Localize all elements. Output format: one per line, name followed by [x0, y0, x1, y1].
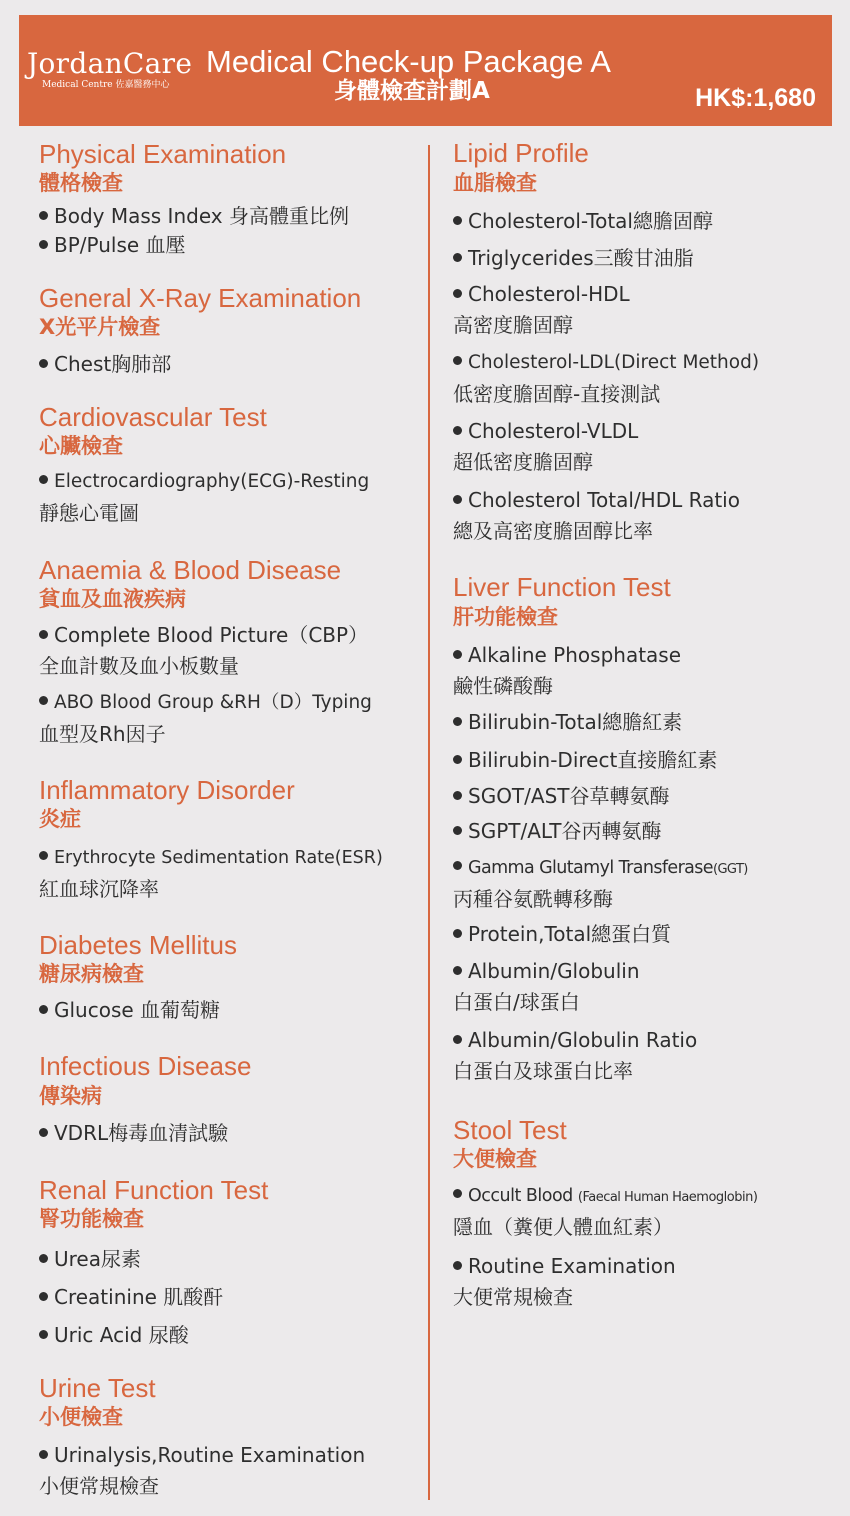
- section-title-cardio: Cardiovascular Test: [39, 402, 267, 432]
- bullet-icon: [453, 650, 462, 659]
- list-item: Creatinine 肌酸酐: [39, 1284, 223, 1310]
- list-item: Cholesterol-VLDL: [453, 418, 638, 444]
- section-title-zh-lipid: 血脂檢查: [453, 171, 537, 195]
- list-item: Uric Acid 尿酸: [39, 1322, 189, 1348]
- bullet-icon: [39, 211, 48, 220]
- list-item-zh: 靜態心電圖: [39, 501, 139, 525]
- list-item-zh: 總及高密度膽固醇比率: [453, 519, 653, 543]
- list-item: Albumin/Globulin Ratio: [453, 1027, 697, 1053]
- section-title-zh-diabetes: 糖尿病檢查: [39, 962, 144, 986]
- section-title-zh-renal: 腎功能檢查: [39, 1207, 144, 1231]
- list-item: Electrocardiography(ECG)-Resting: [39, 469, 369, 495]
- bullet-icon: [453, 861, 462, 870]
- bullet-icon: [39, 359, 48, 368]
- bullet-icon: [39, 1254, 48, 1263]
- section-title-zh-urine: 小便檢查: [39, 1405, 123, 1429]
- list-item: Chest胸肺部: [39, 351, 171, 377]
- section-title-infectious: Infectious Disease: [39, 1051, 252, 1081]
- section-title-zh-cardio: 心臟檢查: [39, 434, 123, 458]
- bullet-icon: [39, 851, 48, 860]
- section-title-liver: Liver Function Test: [453, 572, 671, 602]
- section-title-stool: Stool Test: [453, 1115, 567, 1145]
- bullet-icon: [453, 426, 462, 435]
- bullet-icon: [453, 717, 462, 726]
- list-item: Protein,Total總蛋白質: [453, 921, 671, 947]
- list-item: Urea尿素: [39, 1246, 141, 1272]
- bullet-icon: [453, 253, 462, 262]
- bullet-icon: [39, 696, 48, 705]
- jordancare-logo: [27, 49, 197, 91]
- list-item: Body Mass Index 身高體重比例: [39, 203, 349, 229]
- list-item: Bilirubin-Direct直接膽紅素: [453, 747, 717, 773]
- section-title-zh-anaemia: 貧血及血液疾病: [39, 587, 186, 611]
- list-item-zh: 紅血球沉降率: [39, 877, 159, 901]
- list-item: Triglycerides三酸甘油脂: [453, 245, 694, 271]
- package-title-en: Medical Check-up Package A: [206, 44, 611, 79]
- list-item-zh: 白蛋白/球蛋白: [453, 990, 580, 1014]
- list-item: Gamma Glutamyl Transferase(GGT): [453, 855, 748, 883]
- list-item: Occult Blood (Faecal Human Haemoglobin): [453, 1183, 757, 1211]
- list-item-zh: 隱血（糞便人體血紅素）: [453, 1215, 673, 1239]
- package-title-zh: 身體檢查計劃A: [334, 78, 490, 104]
- list-item-zh: 血型及Rh因子: [39, 722, 166, 746]
- bullet-icon: [453, 791, 462, 800]
- list-item: Glucose 血葡萄糖: [39, 997, 220, 1023]
- section-title-zh-liver: 肝功能檢查: [453, 605, 558, 629]
- bullet-icon: [453, 826, 462, 835]
- list-item: VDRL梅毒血清試驗: [39, 1120, 228, 1146]
- bullet-icon: [453, 755, 462, 764]
- list-item-zh: 低密度膽固醇-直接測試: [453, 382, 661, 406]
- section-title-zh-infectious: 傳染病: [39, 1084, 102, 1108]
- section-title-xray: General X-Ray Examination: [39, 283, 362, 313]
- bullet-icon: [39, 630, 48, 639]
- logo-subtitle: Medical Centre 佐嘉醫務中心: [42, 80, 170, 90]
- list-item: Complete Blood Picture（CBP）: [39, 622, 368, 648]
- list-item: BP/Pulse 血壓: [39, 232, 186, 258]
- section-title-renal: Renal Function Test: [39, 1175, 269, 1205]
- list-item-zh: 白蛋白及球蛋白比率: [453, 1059, 633, 1083]
- header-banner: [19, 15, 832, 126]
- section-title-zh-xray: X光平片檢查: [39, 315, 161, 339]
- bullet-icon: [39, 1292, 48, 1301]
- list-item-zh: 大便常規檢查: [453, 1285, 573, 1309]
- section-title-inflammatory: Inflammatory Disorder: [39, 775, 295, 805]
- list-item: Albumin/Globulin: [453, 958, 640, 984]
- list-item-zh: 高密度膽固醇: [453, 313, 573, 337]
- list-item: ABO Blood Group &RH（D）Typing: [39, 690, 372, 716]
- list-item: SGOT/AST谷草轉氨酶: [453, 783, 669, 809]
- bullet-icon: [39, 1450, 48, 1459]
- bullet-icon: [453, 1035, 462, 1044]
- list-item: Erythrocyte Sedimentation Rate(ESR): [39, 845, 383, 871]
- list-item-zh: 全血計數及血小板數量: [39, 654, 239, 678]
- section-title-zh-physical: 體格檢查: [39, 171, 123, 195]
- list-item: Alkaline Phosphatase: [453, 642, 681, 668]
- list-item: Cholesterol-HDL: [453, 281, 630, 307]
- section-title-lipid: Lipid Profile: [453, 138, 589, 168]
- section-title-anaemia: Anaemia & Blood Disease: [39, 555, 342, 585]
- list-item-zh: 丙種谷氨酰轉移酶: [453, 887, 613, 911]
- bullet-icon: [453, 495, 462, 504]
- bullet-icon: [453, 356, 462, 365]
- bullet-icon: [453, 929, 462, 938]
- section-title-zh-inflammatory: 炎症: [39, 807, 81, 831]
- bullet-icon: [39, 475, 48, 484]
- bullet-icon: [39, 1005, 48, 1014]
- list-item: Routine Examination: [453, 1253, 676, 1279]
- section-title-physical: Physical Examination: [39, 139, 287, 169]
- section-title-urine: Urine Test: [39, 1373, 156, 1403]
- list-item-zh: 超低密度膽固醇: [453, 450, 593, 474]
- list-item: Urinalysis,Routine Examination: [39, 1442, 365, 1468]
- section-title-zh-stool: 大便檢查: [453, 1147, 537, 1171]
- logo-name: JordanCare: [27, 47, 193, 80]
- package-price: HK$:1,680: [695, 84, 816, 112]
- column-divider: [428, 145, 430, 1500]
- section-title-diabetes: Diabetes Mellitus: [39, 930, 237, 960]
- list-item: SGPT/ALT谷丙轉氨酶: [453, 818, 662, 844]
- bullet-icon: [453, 1189, 462, 1198]
- bullet-icon: [39, 240, 48, 249]
- list-item: Cholesterol-Total總膽固醇: [453, 208, 713, 234]
- list-item: Cholesterol-LDL(Direct Method): [453, 350, 759, 376]
- bullet-icon: [453, 216, 462, 225]
- list-item: Bilirubin-Total總膽紅素: [453, 709, 682, 735]
- bullet-icon: [453, 289, 462, 298]
- bullet-icon: [453, 1261, 462, 1270]
- bullet-icon: [453, 966, 462, 975]
- list-item: Cholesterol Total/HDL Ratio: [453, 487, 740, 513]
- bullet-icon: [39, 1128, 48, 1137]
- bullet-icon: [39, 1330, 48, 1339]
- list-item-zh: 小便常規檢查: [39, 1474, 159, 1498]
- list-item-zh: 鹼性磷酸酶: [453, 674, 553, 698]
